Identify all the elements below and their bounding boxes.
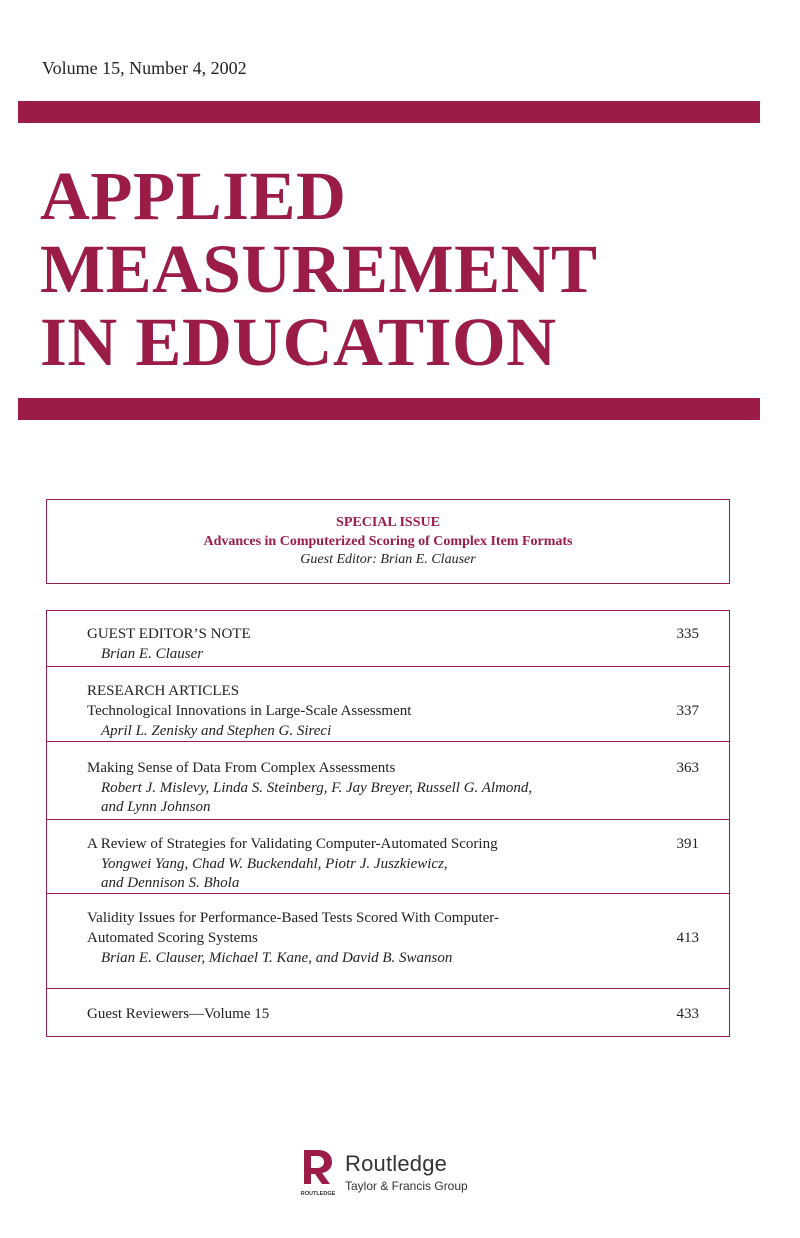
toc-author: and Lynn Johnson (101, 799, 211, 815)
toc-page-number: 433 (676, 1006, 699, 1022)
toc-article-title: Validity Issues for Performance-Based Tests Scored With Computer- (87, 910, 499, 926)
toc-heading: GUEST EDITOR’S NOTE (87, 626, 251, 642)
toc-page-number: 363 (676, 760, 699, 776)
journal-title-line-3: IN EDUCATION (40, 304, 557, 380)
special-issue-editor: Guest Editor: Brian E. Clauser (300, 552, 476, 567)
toc-author: Brian E. Clauser, Michael T. Kane, and David B. Swanson (101, 950, 453, 966)
publisher-group: Taylor & Francis Group (345, 1179, 468, 1193)
toc-section-research-4 (47, 894, 729, 989)
publisher-logo (300, 1148, 500, 1198)
toc-article-title: Technological Innovations in Large-Scale Assessment (87, 703, 412, 719)
toc-page-number: 337 (676, 703, 699, 719)
toc-author: Robert J. Mislevy, Linda S. Steinberg, F. Jay Breyer, Russell G. Almond, (101, 780, 533, 796)
special-issue-title: Advances in Computerized Scoring of Complex Item Formats (203, 534, 573, 549)
table-of-contents (46, 610, 730, 1037)
toc-section-research-2 (47, 742, 729, 820)
toc-author: April L. Zenisky and Stephen G. Sireci (101, 723, 332, 739)
routledge-r-monogram-icon (300, 1148, 336, 1198)
toc-section-reviewers (47, 989, 729, 1036)
journal-title-line-1: APPLIED (40, 158, 347, 234)
toc-section-research-3 (47, 820, 729, 894)
toc-author: and Dennison S. Bhola (101, 875, 240, 891)
volume-line: Volume 15, Number 4, 2002 (42, 58, 247, 78)
toc-author: Yongwei Yang, Chad W. Buckendahl, Piotr J. Juszkiewicz, (101, 856, 448, 872)
toc-article-title: Making Sense of Data From Complex Assessments (87, 760, 396, 776)
journal-title (40, 160, 598, 379)
toc-article-title: Guest Reviewers—Volume 15 (87, 1006, 270, 1022)
toc-article-title: A Review of Strategies for Validating Computer-Automated Scoring (87, 836, 498, 852)
toc-section-guest-note (47, 611, 729, 667)
special-issue-box (46, 499, 730, 584)
svg-text:ROUTLEDGE: ROUTLEDGE (300, 1191, 336, 1197)
toc-page-number: 391 (676, 836, 699, 852)
toc-heading: RESEARCH ARTICLES (87, 683, 240, 699)
toc-article-title: Automated Scoring Systems (87, 930, 258, 946)
toc-page-number: 413 (676, 930, 699, 946)
toc-section-research-1 (47, 667, 729, 742)
toc-author: Brian E. Clauser (101, 646, 204, 662)
bottom-rule (18, 398, 760, 420)
publisher-name: Routledge (345, 1151, 448, 1176)
top-rule (18, 101, 760, 123)
special-issue-label: SPECIAL ISSUE (336, 515, 440, 530)
journal-title-line-2: MEASUREMENT (40, 231, 598, 307)
toc-page-number: 335 (676, 626, 699, 642)
